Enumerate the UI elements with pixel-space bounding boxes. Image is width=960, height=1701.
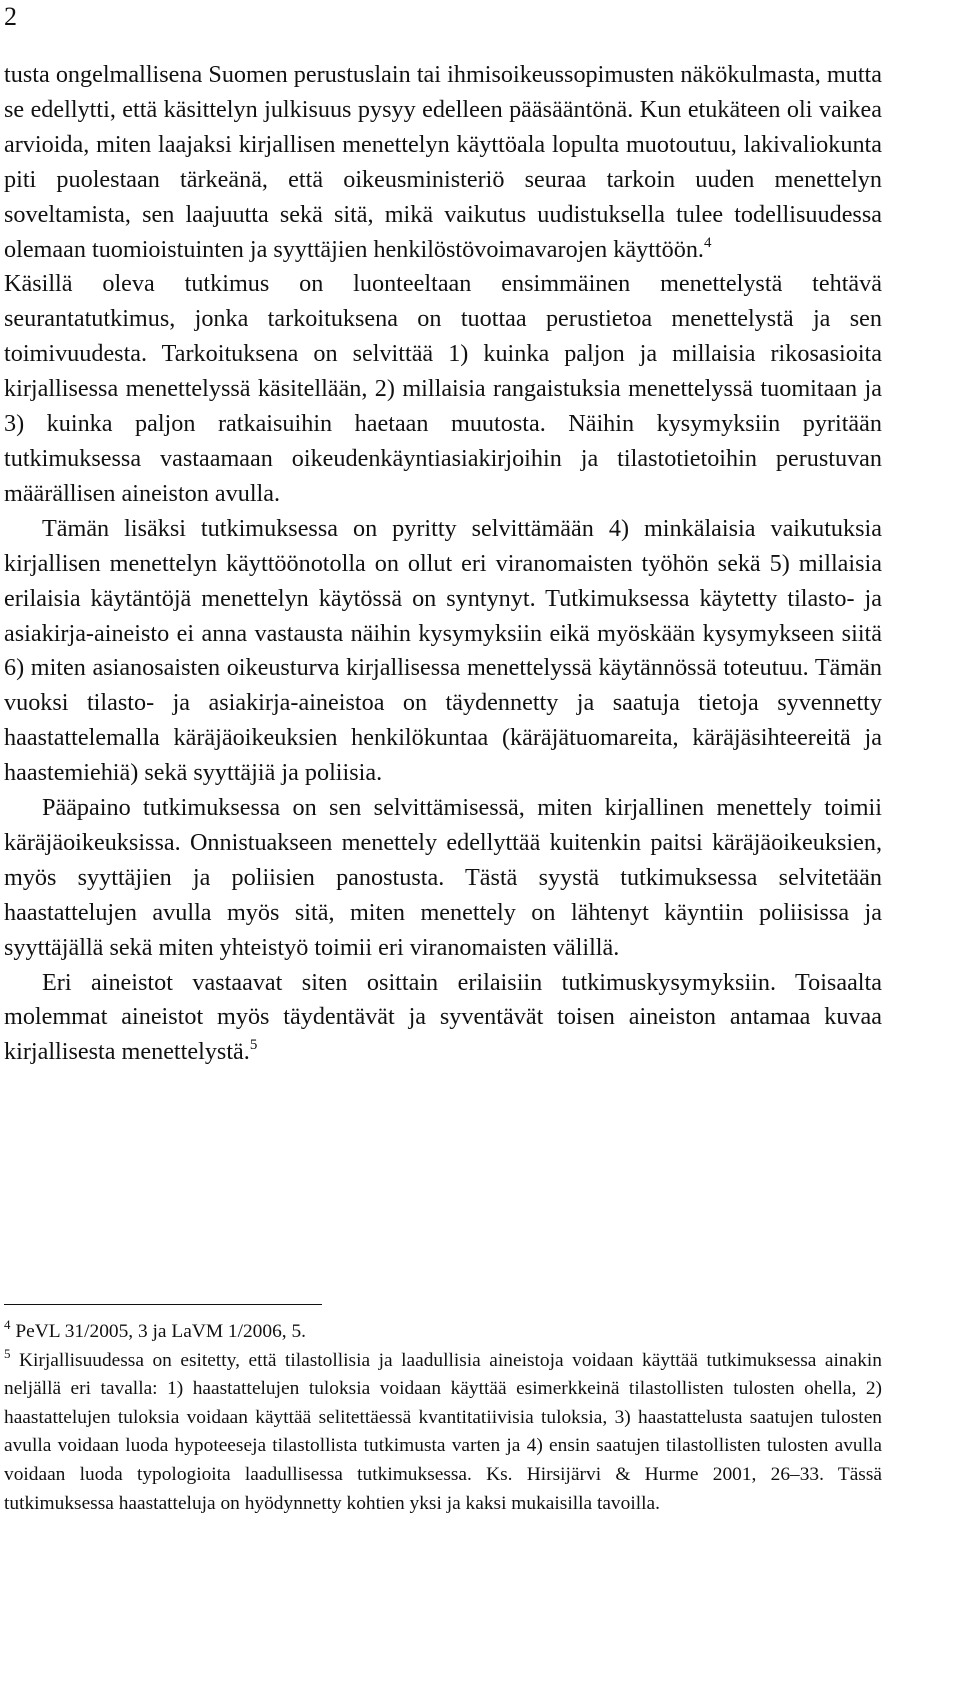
paragraph-2: Käsillä oleva tutkimus on luonteeltaan ensimmäinen menettelystä tehtävä seurantatutkimus, jonka tarkoituksena on tuottaa perustietoa menettelystä ja sen toimivuudesta. Tarkoituksena on selvittää 1) kuinka paljon ja millaisia rikosasioita kirjallisessa menettelyssä käsitellään, 2) millaisia rangaistuksia menettelyssä tuomitaan ja 3) kuinka paljon ratkaisuihin haetaan muutosta. Näihin kysymyksiin pyritään tutkimuksessa vastaamaan oikeudenkäyntiasiakirjoihin ja tilastotietoihin perustuvan määrällisen aineiston avulla. <box>4 270 882 507</box>
footnote-4 <box>4 1318 882 1347</box>
footnote-5-text: Kirjallisuudessa on esitetty, että tilastollisia ja laadullisia aineistoja voidaan käyttää tutkimuksessa ainakin neljällä eri tavalla: 1) haastattelujen tuloksia voidaan käyttää esimerkkeinä tilastollisten tulosten ohella, 2) haastattelujen tuloksia voidaan käyttää selitettäessä kvantitatiivisia tuloksia, 3) haastattelusta saatujen tulosten avulla voidaan luoda hypoteeseja tilastollista tutkimusta varten ja 4) ensin saatujen tilastollisten tulosten avulla voidaan luoda typologioita laadullisessa tutkimuksessa. Ks. Hirsijärvi & Hurme 2001, 26–33. Tässä tutkimuksessa haastatteluja on hyödynnetty kohtien yksi ja kaksi mukaisilla tavoilla. <box>4 1349 882 1514</box>
paragraph-1-text: tusta ongelmallisena Suomen perustuslain tai ihmisoikeussopimusten näkökulmasta, mutta se edellytti, että käsittelyn julkisuus pysyy edelleen pääsääntönä. Kun etukäteen oli vaikea arvioida, miten laajaksi kirjallisen menettelyn käyttöala lopulta muotoutuu, lakivaliokunta piti puolestaan tärkeänä, että oikeusministeriö seuraa tarkoin uuden menettelyn soveltamista, sen laajuutta sekä sitä, mikä vaikutus uudistuksella tulee todellisuudessa olemaan tuomioistuinten ja syyttäjien henkilöstövoimavarojen käyttöön. <box>4 61 882 263</box>
footnote-4-text: PeVL 31/2005, 3 ja LaVM 1/2006, 5. <box>15 1321 307 1342</box>
footnote-4-number: 4 <box>4 1317 11 1332</box>
paragraph-3: Tämän lisäksi tutkimuksessa on pyritty selvittämään 4) minkälaisia vaikutuksia kirjallisen menettelyn käyttöönotolla on ollut eri viranomaisten työhön sekä 5) millaisia erilaisia käytäntöjä menettelyn käytössä on syntynyt. Tutkimuksessa käytetty tilasto- ja asiakirja-aineisto ei anna vastausta näihin kysymyksiin eikä myöskään kysymykseen siitä 6) miten asianosaisten oikeusturva kirjallisessa menettelyssä käytännössä toteutuu. Tämän vuoksi tilasto- ja asiakirja-aineistoa on täydennetty ja saatuja tietoja syvennetty haastattelemalla käräjäoikeuksien henkilökuntaa (käräjätuomareita, käräjäsihteereitä ja haastemiehiä) sekä syyttäjiä ja poliisia. <box>4 514 882 787</box>
footnote-ref-5[interactable]: 5 <box>249 1037 258 1054</box>
paragraph-5 <box>4 966 882 1071</box>
footnotes <box>4 1318 882 1518</box>
footnote-ref-4[interactable]: 4 <box>703 234 712 251</box>
footnote-separator <box>4 1304 322 1305</box>
footnote-5-number: 5 <box>4 1345 11 1361</box>
paragraph-5-text: Eri aineistot vastaavat siten osittain erilaisiin tutkimuskysymyksiin. Toisaalta molemmat aineistot myös täydentävät ja syventävät toisen aineiston antamaa kuvaa kirjallisesta menettelystä. <box>4 968 882 1066</box>
page-number: 2 <box>4 2 17 31</box>
paragraph-1 <box>4 58 882 267</box>
paragraph-4: Pääpaino tutkimuksessa on sen selvittämisessä, miten kirjallinen menettely toimii käräjäoikeuksissa. Onnistuakseen menettely edellyttää kuitenkin paitsi käräjäoikeuksien, myös syyttäjien ja poliisien panostusta. Tästä syystä tutkimuksessa selvitetään haastattelujen avulla myös sitä, miten menettely on lähtenyt käyntiin poliisissa ja syyttäjällä sekä miten yhteistyö toimii eri viranomaisten välillä. <box>4 794 882 961</box>
body-text <box>4 58 882 1070</box>
footnote-5 <box>4 1347 882 1519</box>
